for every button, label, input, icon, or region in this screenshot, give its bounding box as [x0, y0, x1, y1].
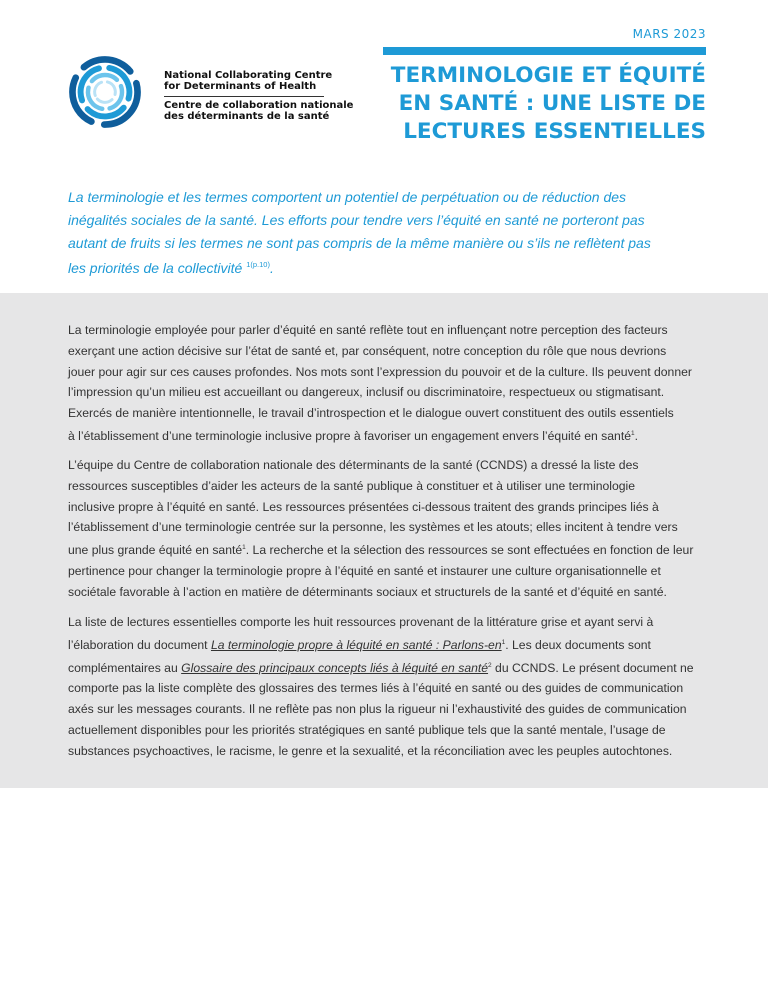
body-line: comporte pas la liste complète des glossaires des termes liés à l’équité en santé ou des guides de communication	[68, 681, 684, 696]
body-text: à l’établissement d’une terminologie inclusive propre à favoriser un engagement envers l’équité en santé	[68, 428, 631, 443]
org-name-en	[164, 70, 332, 92]
org-name-line: Centre de collaboration nationale	[164, 100, 354, 111]
lead-line: autant de fruits si les termes ne sont pas compris de la même manière ou s’ils ne reflètent pas	[68, 234, 651, 251]
body-line	[68, 656, 708, 679]
body-line: l’établissement d’une terminologie centrée sur la personne, les systèmes et les atouts; elles incitent à tendre vers	[68, 520, 678, 535]
lead-line: inégalités sociales de la santé. Les efforts pour tendre vers l’équité en santé ne porteront pas	[68, 211, 645, 228]
body-line: inclusive propre à l’équité en santé. Les ressources présentées ci-dessous traitent des grands principes liés à	[68, 499, 659, 514]
body-line: La liste de lectures essentielles comporte les huit ressources provenant de la littérature grise et ayant servi à	[68, 615, 654, 629]
body-paragraph-3	[68, 612, 708, 762]
citation-ref: 1	[242, 544, 246, 552]
body-text: .	[634, 428, 639, 443]
body-text: du CCNDS. Le présent document ne	[491, 660, 694, 675]
citation-ref: 1(p.10)	[246, 260, 270, 270]
body-line: Exercés de manière intentionnelle, le travail d’introspection et le dialogue ouvert constituent des outils essentiels	[68, 406, 674, 421]
body-line: pertinence pour changer la terminologie propre à l’équité en santé et instaurer une culture organisationnelle et	[68, 563, 661, 578]
body-text: . Les deux documents sont	[505, 637, 651, 652]
org-name-line: for Determinants of Health	[164, 81, 317, 92]
body-line: axés sur les messages courants. Il ne reflète pas non plus la rigueur ni l’exhaustivité des guides de communication	[68, 702, 687, 717]
org-name-line: National Collaborating Centre	[164, 70, 333, 81]
body-text: l’élaboration du document	[68, 637, 211, 652]
publication-date: MARS 2023	[632, 27, 706, 41]
document-title	[346, 62, 706, 146]
body-line: actuellement disponibles pour les priorités stratégiques en santé publique tels que la santé mentale, l’usage de	[68, 722, 666, 737]
body-text: une plus grande équité en santé	[68, 543, 243, 558]
title-line: TERMINOLOGIE ET ÉQUITÉ	[390, 63, 706, 88]
citation-ref: 2	[488, 661, 492, 669]
body-line: La terminologie employée pour parler d’équité en santé reflète tout en influençant notre perception des facteurs	[68, 323, 668, 337]
citation-ref: 1	[631, 429, 635, 437]
body-line: exerçant une action décisive sur l’état de santé et, par conséquent, notre conception du rôle que nous devrions	[68, 343, 667, 358]
body-line: substances psychoactives, le racisme, le genre et la sexualité, et la réconciliation avec les peuples autochtones.	[68, 743, 673, 758]
body-line: sociétale favorable à l’action en matière de déterminants sociaux et structurels de la santé et d’équité en santé.	[68, 584, 667, 599]
body-line: ressources susceptibles d’aider les acteurs de la santé publique à constituer et à utiliser une terminologie	[68, 478, 636, 493]
lead-text: les priorités de la collectivité	[68, 260, 243, 277]
body-paragraph-1	[68, 320, 708, 447]
lead-line	[68, 254, 708, 280]
body-line: jouer pour agir sur ces causes profondes. Nos mots sont l’expression du pouvoir et de la culture. Ils peuvent donner	[68, 364, 692, 379]
body-text: . La recherche et la sélection des ressources se sont effectuées en fonction de leur	[245, 543, 694, 558]
lead-line: La terminologie et les termes comportent un potentiel de perpétuation ou de réduction des	[68, 189, 627, 205]
body-line: l’impression qu’un milieu est accueillant ou dangereux, inclusif ou discriminatoire, respectueux ou stigmatisant.	[68, 385, 665, 400]
body-text: complémentaires au	[68, 660, 182, 675]
org-name-divider	[164, 96, 324, 97]
ncc-logo-icon	[68, 55, 142, 129]
body-line: L’équipe du Centre de collaboration nationale des déterminants de la santé (CCNDS) a dressé la liste des	[68, 458, 639, 472]
glossary-link[interactable]: Glossaire des principaux concepts liés à léquité en santé	[181, 660, 489, 675]
org-name-line: des déterminants de la santé	[164, 111, 330, 122]
title-line: LECTURES ESSENTIELLES	[403, 119, 706, 144]
body-line	[68, 538, 708, 561]
citation-ref: 1	[501, 638, 506, 646]
terminology-document-link[interactable]: La terminologie propre à léquité en santé : Parlons-en	[210, 637, 502, 652]
title-line: EN SANTÉ : UNE LISTE DE	[398, 91, 706, 116]
body-paragraph-2	[68, 455, 708, 603]
body-line	[68, 633, 708, 656]
body-line	[68, 424, 708, 447]
lead-end: .	[269, 260, 274, 277]
title-accent-bar	[383, 47, 706, 55]
org-name-fr	[164, 100, 353, 122]
lead-paragraph	[68, 186, 708, 280]
